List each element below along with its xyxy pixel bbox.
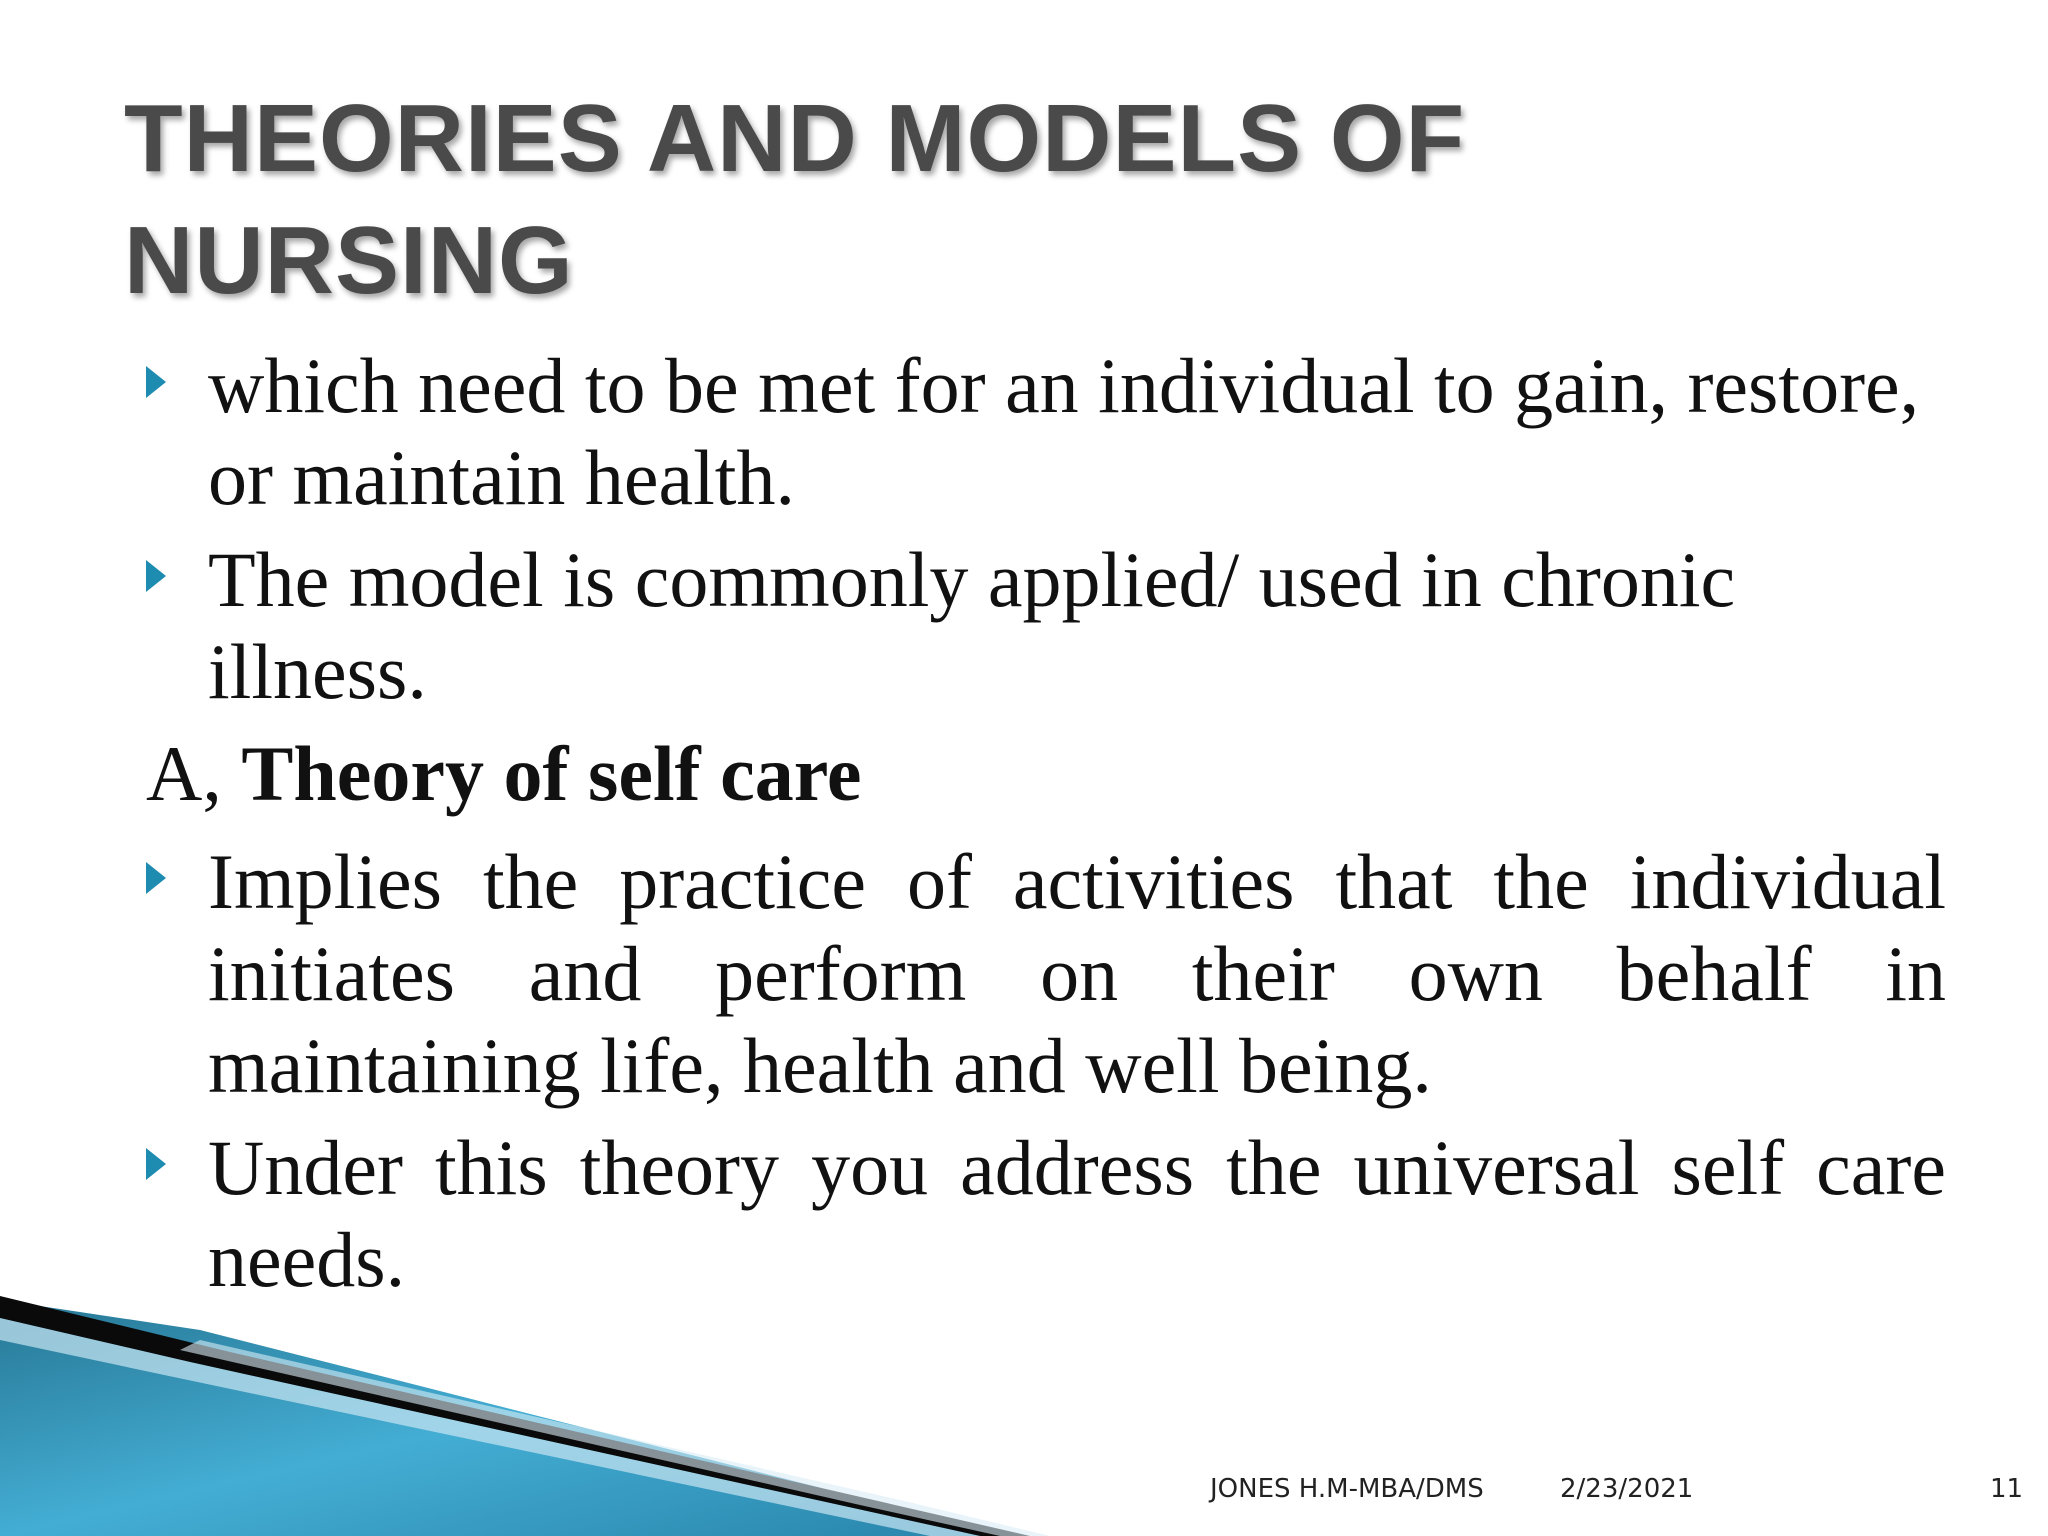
bullet-item: [146, 340, 1946, 524]
bullet-item: [146, 534, 1946, 718]
title-line-1: THEORIES AND MODELS OF: [124, 85, 1466, 192]
section-prefix: A,: [146, 730, 222, 817]
section-title: Theory of self care: [241, 730, 862, 817]
bullet-text: which need to be met for an individual to gain, restore, or maintain health.: [208, 342, 1920, 521]
triangle-bullet-icon: [146, 366, 166, 398]
bullet-item: [146, 836, 1946, 1112]
slide-body: [146, 340, 1946, 1316]
footer-author: JONES H.M-MBA/DMS: [1210, 1474, 1484, 1504]
bullet-text: The model is commonly applied/ used in chronic illness.: [208, 536, 1736, 715]
section-heading: [146, 728, 1946, 820]
bullet-text: Implies the practice of activities that the individual initiates and perform on their own behalf in maintaining life, health and well being.: [208, 838, 1946, 1109]
page-number: 11: [1990, 1474, 2024, 1504]
bullet-item: [146, 1122, 1946, 1306]
title-line-2: NURSING: [124, 207, 574, 314]
triangle-bullet-icon: [146, 1148, 166, 1180]
bullet-text: Under this theory you address the universal self care needs.: [208, 1124, 1946, 1303]
triangle-bullet-icon: [146, 862, 166, 894]
footer-date: 2/23/2021: [1560, 1474, 1694, 1504]
slide-title: [124, 78, 1924, 322]
triangle-bullet-icon: [146, 560, 166, 592]
